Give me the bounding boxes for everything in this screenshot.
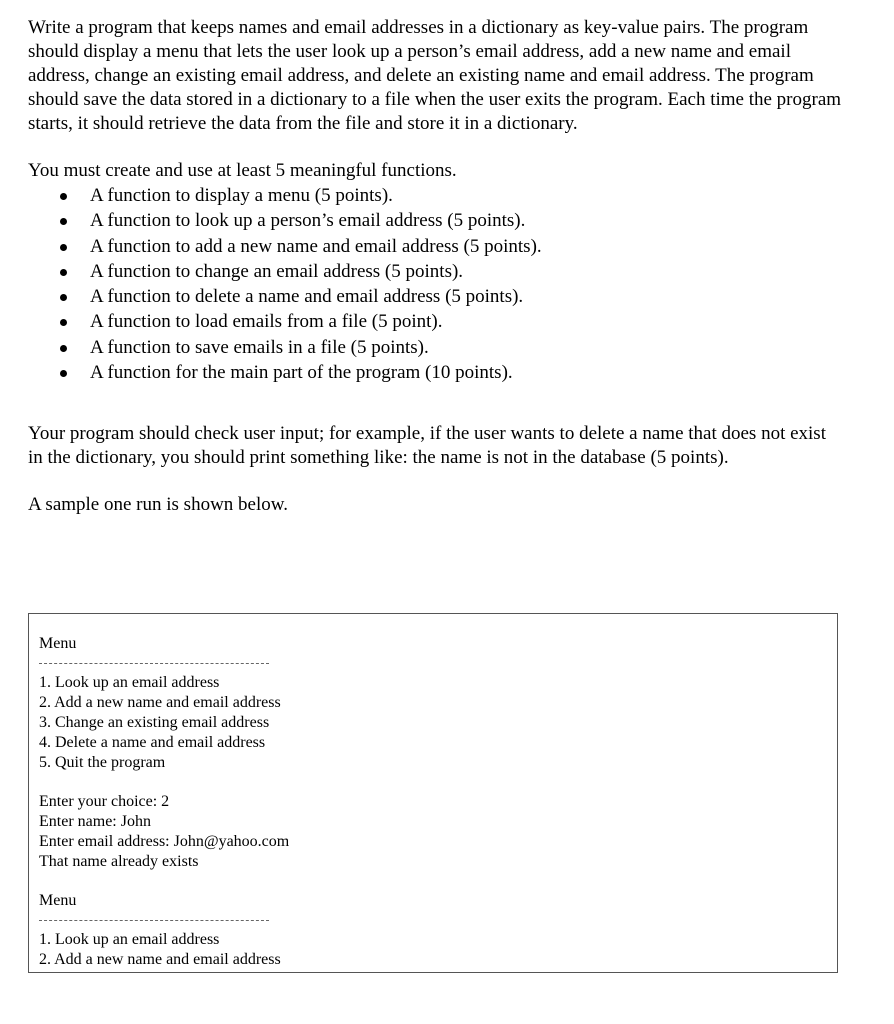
bullet-dot-icon [60,244,67,251]
list-item: A function to add a new name and email address (5 points). [28,234,858,259]
list-item: A function to display a menu (5 points). [28,183,858,208]
list-item: A function to load emails from a file (5 point). [28,309,858,334]
spacer [39,872,837,891]
bullet-dot-icon [60,193,67,200]
menu-item: 3. Change an existing email address [39,714,270,731]
menu-divider [39,920,269,921]
menu-item: 1. Look up an email address [39,674,220,691]
bullet-dot-icon [60,218,67,225]
list-item: A function for the main part of the program (10 points). [28,360,858,385]
bullet-dot-icon [60,370,67,377]
bullet-dot-icon [60,345,67,352]
prompt-line: Enter email address: John@yahoo.com [39,833,290,850]
menu-item: 5. Quit the program [39,754,166,771]
prompt-line: That name already exists [39,853,199,870]
menu-item: 4. Delete a name and email address [39,734,266,751]
functions-list [28,183,858,385]
menu-item: 1. Look up an email address [39,931,220,948]
bullet-dot-icon [60,269,67,276]
menu-title: Menu [39,892,77,909]
menu-title: Menu [39,635,77,652]
input-check-paragraph: Your program should check user input; for example, if the user wants to delete a name that does not exist in the dictionary, you should print something like: the name is not in the database (5 points). [28,423,826,469]
document-page [28,16,858,968]
bullet-dot-icon [60,294,67,301]
list-item: A function to change an email address (5 points). [28,259,858,284]
spacer [39,773,837,792]
menu-item: 2. Add a new name and email address [39,951,281,968]
functions-heading: You must create and use at least 5 meaningful functions. [28,160,457,181]
menu-item: 2. Add a new name and email address [39,694,281,711]
sample-run-box [28,613,838,973]
prompt-line: Enter your choice: 2 [39,793,170,810]
menu-divider [39,663,269,664]
list-item: A function to look up a person’s email address (5 points). [28,208,858,233]
list-item: A function to delete a name and email address (5 points). [28,284,858,309]
list-item: A function to save emails in a file (5 points). [28,335,858,360]
sample-intro-paragraph: A sample one run is shown below. [28,494,288,516]
prompt-line: Enter name: John [39,813,151,830]
intro-paragraph: Write a program that keeps names and email addresses in a dictionary as key-value pairs. The program should display a menu that lets the user look up a person’s email address, add a new name and email address, change an existing email address, and delete an existing name and email address. The program should save the data stored in a dictionary to a file when the user exits the program. Each time the program starts, it should retrieve the data from the file and store it in a dictionary. [28,17,842,134]
bullet-dot-icon [60,319,67,326]
